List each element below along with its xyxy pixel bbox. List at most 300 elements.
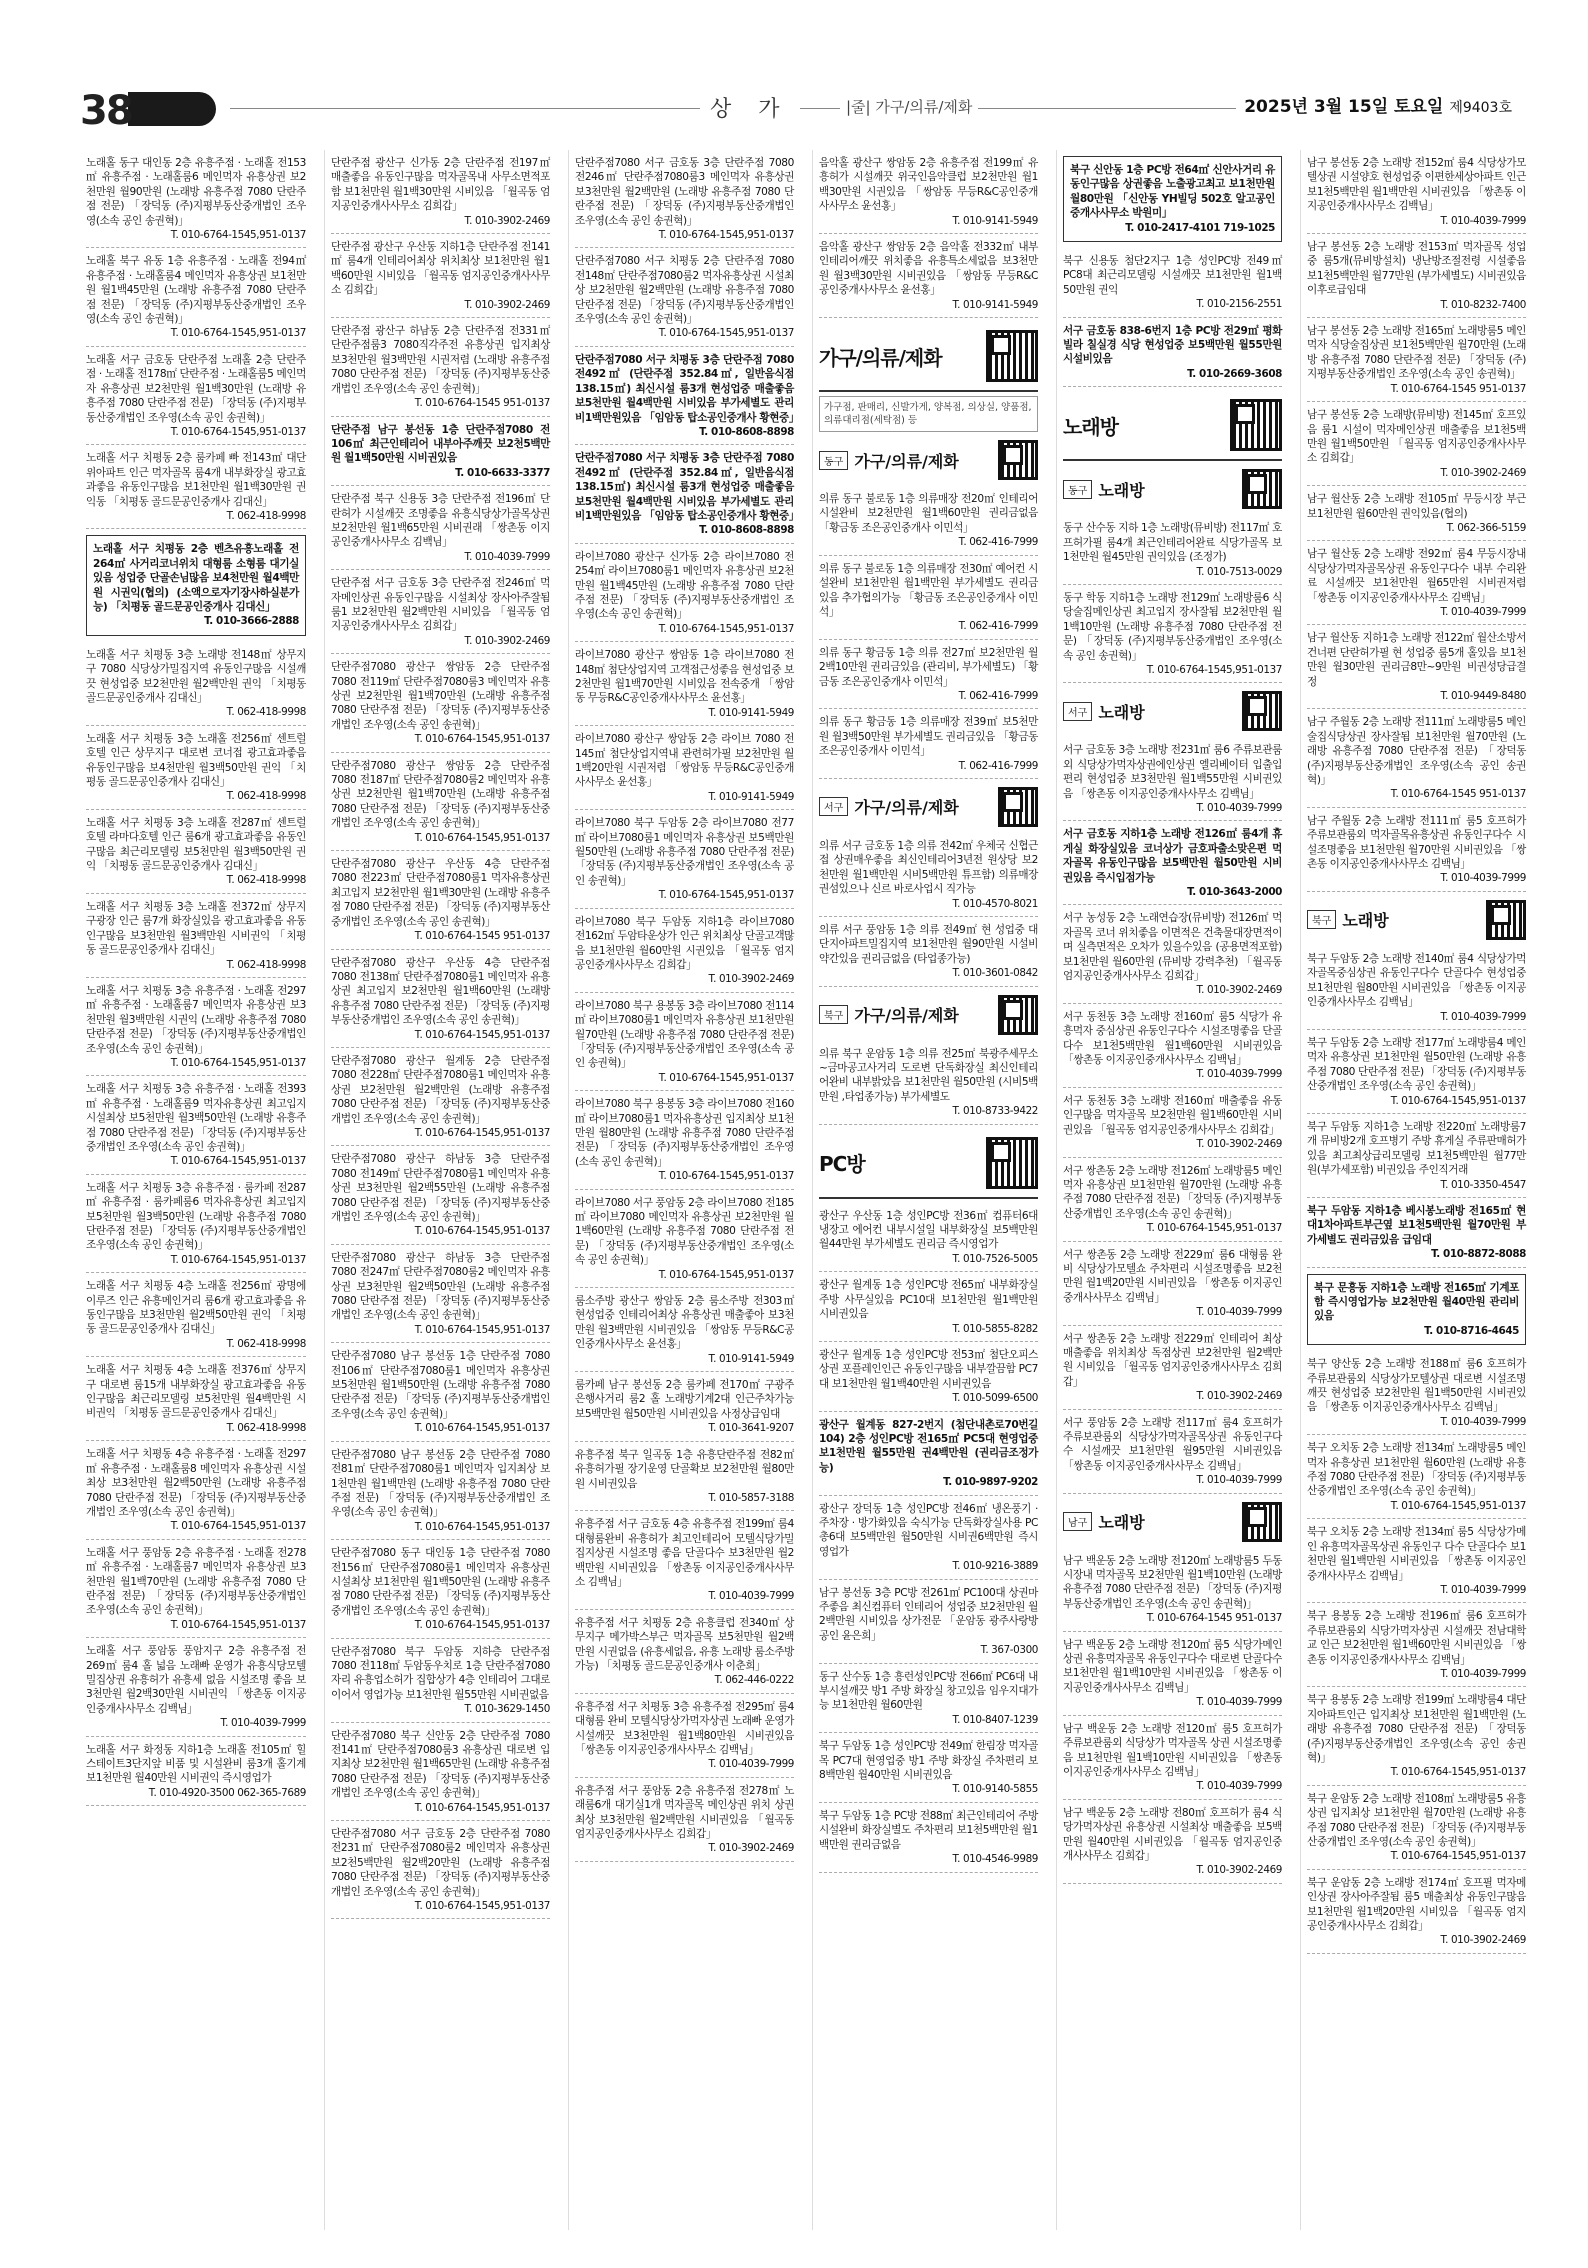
ad-phone: T. 010-3902-2469 [1196,1390,1282,1403]
category-banner-furniture [819,322,1038,392]
ad-text: 노래홀 서구 치평동 3층 유흥주점 · 노래홀 전393㎡ 유흥주점 · 노래홀룸9 먹자유흥상권 최고입지 시설최상 보5천만원 월3백50만원 (노래방 유흥주점 7080 단란주점 전문) 「장덕동 (주)지평부동산중개법인 조우영(소속 공인 송권혁)」 [86,1083,306,1153]
ad-text: 음악홀 광산구 쌍암동 2층 음악홀 전332㎡ 내부인테리어깨끗 위치좋음 유흥특소세없음 보3천만원 월3백30만원 시비권있음 「쌍암동 무등R&C공인중개사사무소 윤선홍」 [819,241,1038,297]
region-label: 가구/의류/제화 [854,798,959,818]
ad-phone: T. 010-3902-2469 [464,298,550,311]
ad-text: 북구 운암동 2층 노래방 전108㎡ 노래방룸5 유흥상권 입지최상 보1천만원 월70만원 (노래방 유흥주점 7080 단란주점 전문) 「장덕동 (주)지평부동산중개법인 조우영(소속 공인 송권혁)」 [1307,1792,1526,1848]
ad-text: 노래홀 서구 치평동 3층 노래방 전148㎡ 상무지구 7080 식당상가밀집지역 유동인구많음 시설깨끗 현성업중 보2천만원 월2백만원 권익 「치평동 골드문공인중개사 김대신」 [86,648,306,704]
classified-ad [86,978,306,1076]
ad-phone: T. 010-6764-1545 951-0137 [414,397,550,410]
ad-phone: T. 010-3902-2469 [1196,1864,1282,1877]
ad-phone: T. 010-6764-1545,951-0137 [414,1520,550,1533]
classified-ad [575,1442,794,1512]
qr-code-icon [998,787,1038,827]
classified-ad [86,1273,306,1357]
category-note: 가구점, 판매리, 신발가게, 양복점, 의상실, 양품점, 의류대리점(세탁점) 등 [819,396,1038,432]
ad-text: 서구 풍암동 2층 노래방 전117㎡ 룸4 호프허가 주류보관룸외 식당상가먹자골목상권 유동인구다수 시설깨끗 보1천만원 월95만원 시비권있음 「쌍촌동 이지공인중개사사무소 김백님」 [1063,1416,1282,1472]
classified-ad [1307,318,1526,402]
classified-ad [1307,234,1526,318]
ad-text: 단란주점7080 동구 대인동 1층 단란주점 7080 전156㎡ 단란주점7080룸1 메인먹자 유흥상권 시설최상 보1천만원 월1백50만원 (노래방 유흥주점 7080 단란주점 전문) 「장덕동 (주)지평부동산중개법인 조우영(소속 공인 송권혁)」 [331,1547,550,1617]
ad-text: 노래홀 동구 대인동 2층 유흥주점 · 노래홀 전153㎡ 유흥주점 · 노래홀룸6 메인먹자 유흥상권 보2천만원 월90만원 (노래방 유흥주점 7080 단란주점 전문) 「장덕동 (주)지평부동산중개법인 조우영(소속 공인 송권혁)」 [86,157,306,227]
classified-ad [1307,402,1526,486]
ad-text: 라이브7080 광산구 쌍암동 1층 라이브7080 전148㎡ 첨단상업지역 고객접근성좋음 현성업중 보2천만원 월1백70만원 시비있음 전속중개 「쌍암동 무등R&C공인중개사사무소 윤선홍」 [575,649,794,705]
page-number: 38 [80,88,132,134]
ad-phone: T. 010-8232-7400 [1440,298,1526,311]
qr-code-icon [986,330,1038,382]
ad-phone: T. 010-6764-1545,951-0137 [1390,1499,1526,1512]
classified-ad [575,642,794,726]
region-tag: 서구 [819,797,848,816]
ad-text: 북구 두암동 지하1층 노래방 전220㎡ 노래방룸7개 뮤비방2개 호프병기 주방 휴게실 주류판매허가있음 최고최상급리모델링 보1천5백만원 월77만원(부가세포함) 비권있음 주인직거래 [1307,1120,1526,1177]
ad-phone: T. 010-4039-7999 [1196,1068,1282,1081]
ad-text: 노래홀 서구 금호동 단란주점 노래홀 2층 단란주점 · 노래홀 전178㎡ 단란주점 · 노래홀룸5 메인먹자 유흥상권 보2천만원 월1백30만원 (노래방 유흥주점 7080 단란주점 전문) 「장덕동 (주)지평부동산중개법인 조우영(소속 공인 송권혁)」 [86,353,306,424]
ad-phone: T. 010-4039-7999 [1196,1696,1282,1709]
qr-code-icon [986,1137,1038,1189]
ad-text: 의류 북구 운암동 1층 의류 전25㎡ 북광주세무소~금마공고사거리 도로변 단독화장실 최신인테리어완비 내부밝았음 보1천만원 월50만원 (시비5백만원 ,타업종가능) 부가세별도 [819,1047,1038,1103]
ad-text: 노래홀 서구 치평동 4층 유흥주점 · 노래홀 전297㎡ 유흥주점 · 노래홀룸8 메인먹자 유흥상권 시설최상 보3천만원 월2백50만원 (노래방 유흥주점 7080 단란주점 전문) 「장덕동 (주)지평부동산중개법인 조우영(소속 공인 송권혁)」 [86,1448,306,1518]
classified-ad [1307,1030,1526,1114]
section-subtitle: |줄| 가구/의류/제화 [840,96,978,117]
region-header [1063,469,1282,509]
ad-text: 노래홀 서구 풍암동 풍암지구 2층 유흥주점 전269㎡ 룸4 홀 넓음 노래빠 운영가 유흥식당모텔밀집상권 유흥허가 유흥세 없음 시설조명 좋음 보3천만원 월2백30만원 시비권익 「쌍촌동 이지공인중개사사무소 김백님」 [86,1645,306,1715]
classified-ad [575,810,794,908]
ad-phone: T. 010-6764-1545,951-0137 [170,1056,306,1069]
ad-phone: T. 010-2417-4101 719-1025 [1125,221,1275,234]
ad-text: 유흥주점 서구 치평동 3층 유흥주점 전295㎡ 룸4 대형룸 완비 모텔식당상가먹자상권 노래빠 운영가 시설깨끗 보3천만원 월1백80만원 시비권있음 「쌍촌동 이지공인중개사사무소 김백님」 [575,1700,794,1756]
ad-phone: T. 010-3902-2469 [708,1842,794,1855]
classified-ad [331,150,550,234]
ad-text: 노래홀 서구 치평동 4층 노래홀 전376㎡ 상무지구 대로변 룸15개 내부화장실 광고효과좋음 유동인구많음 최근리모델링 보5천만원 월4백만원 시비권익 「치평동 골드문공인중개사 김대신」 [86,1364,306,1420]
ad-phone: T. 010-9140-5855 [952,1783,1038,1796]
classified-ad [86,1175,306,1273]
ad-phone: T. 010-4039-7999 [708,1758,794,1771]
classified-ad [1307,1519,1526,1603]
classified-ad [1063,156,1282,242]
ad-phone: T. 010-6764-1545,951-0137 [170,1253,306,1266]
classified-ad [575,1511,794,1609]
ad-text: 서구 동천동 3층 노래방 전160㎡ 룸5 식당가 유흥먹자 중심상권 유동인구다수 시설조명좋음 단골다수 보1천5백만원 월1백60만원 시비권있음 「쌍촌동 이지공인중개사사무소 김백님」 [1063,1010,1282,1067]
classified-ad [1063,1716,1282,1800]
category-banner-karaoke [1063,391,1282,461]
ad-text: 단란주점 광산구 우산동 지하1층 단란주점 전141㎡ 룸4개 인테리어최상 위치최상 보1천만원 월1백60만원 시비있음 「월곡동 엄지공인중개사사무소 김희갑」 [331,241,550,297]
ad-text: 유흥주점 서구 금호동 4층 유흥주점 전199㎡ 룸4 대형룸완비 유흥허가 최고인테리어 모텔식당가밀집지상권 시설조명 좋음 단골다수 보3천만원 월2백만원 시비권있음 「쌍촌동 이지공인중개사사무소 김백님」 [575,1518,794,1588]
ad-text: 의류 동구 황금동 1층 의류매장 전39㎡ 보5천만원 월3백50만원 부가세별도 권리금있음 「황금동 조은공인중개사 이민석」 [819,716,1038,758]
ad-text: 노래홀 서구 치평동 4층 노래홀 전256㎡ 광명에이루즈 인근 유흥메인거리 룸6개 광고효과좋음 유동인구많음 보3천만원 월2백50만원 권익 「치평동 골드문공인중개사 김대신」 [86,1280,306,1336]
ad-text: 라이브7080 광산구 신가동 2층 라이브7080 전254㎡ 라이브7080룸1 메인먹자 유흥상권 보2천만원 월1백45만원 (노래방 유흥주점 7080 단란주점 전문) 「장덕동 (주)지평부동산중개법인 조우영(소속 공인 송권혁)」 [575,550,794,621]
ad-phone: T. 010-6764-1545,951-0137 [1390,1094,1526,1107]
classified-ad [331,1442,550,1540]
ad-phone: T. 010-4039-7999 [1440,1583,1526,1596]
classified-ad [331,1540,550,1638]
ad-phone: T. 010-6764-1545 951-0137 [1146,1612,1282,1625]
region-tag: 남구 [1063,1512,1092,1531]
ad-text: 라이브7080 북구 용봉동 3층 라이브7080 전160㎡ 라이브7080룸1 먹자유흥상권 입지최상 보1천만원 월80만원 (노래방 유흥주점 7080 단란주점 전문) 「장덕동 (주)지평부동산중개법인 조우영(소속 공인 송권혁)」 [575,1098,794,1168]
ad-phone: T. 010-9141-5949 [952,298,1038,311]
region-tag: 서구 [1063,702,1092,721]
ad-text: 라이브7080 광산구 쌍암동 2층 라이브 7080 전145㎡ 첨단상업지역내 관련허가필 보2천만원 월1백20만원 시권저렴 「쌍암동 무등R&C공인중개사사무소 윤선홍」 [575,733,794,789]
ad-phone: T. 010-6764-1545,951-0137 [170,327,306,340]
issue-number: 제9403호 [1449,100,1512,116]
region-label: 노래방 [1098,480,1145,500]
ad-text: 유흥주점 서구 치평동 2층 유흥클럽 전340㎡ 상무지구 메가박스부근 먹자골목 보5천만원 월2백만원 시권없음 (유흥세없음, 유흥 노래방 룸소주방가능) 「치평동 골드문공인중개사 이춘희」 [575,1616,794,1672]
classified-ad [819,640,1038,710]
ad-phone: T. 010-6633-3377 [455,466,550,479]
ad-text: 광산구 월계동 1층 성인PC방 전53㎡ 첨단오피스상권 포플레인인근 유동인구많음 내부깔끔함 PC7대 보1천만원 월1백40만원 시비권있음 [819,1348,1038,1390]
ad-phone: T. 010-9141-5949 [708,1352,794,1365]
ad-phone: T. 010-6764-1545,951-0137 [414,831,550,844]
ad-text: 노래홀 서구 치평동 2층 벤츠유흥노래홀 전264㎡ 사거리코너위치 대형룸 소형룸 대기실있음 성업중 단골손님많음 보4천만원 월4백만원 시권익(협의) (소액으로자기장사하실분가능) 「치평동 골드문공인중개사 김대신」 [93,543,299,613]
ad-text: 북구 두암동 1층 성인PC방 전49㎡ 한림장 먹자골목 PC7대 현영업중 방1 주방 화장실 주차편리 보8백만원 월40만원 시비권있음 [819,1740,1038,1782]
ad-phone: T. 010-9897-9202 [943,1476,1038,1489]
ad-phone: T. 010-6764-1545,951-0137 [170,1618,306,1631]
column-4 [812,150,1044,2230]
ad-text: 단란주점7080 광산구 우산동 4층 단란주점 7080 전138㎡ 단란주점7080룸1 메인먹자 유흥상권 최고입지 보2천만원 월1백60만원 (노래방 유흥주점 7080 단란주점 전문) 「장덕동 (주)지평부동산중개법인 조우영(소속 공인 송권혁)」 [331,956,550,1027]
ad-phone: T. 010-9141-5949 [952,214,1038,227]
ad-text: 서구 쌍촌동 2층 노래방 전126㎡ 노래방룸5 메인먹자 유흥상권 보1천만원 월70만원 (노래방 유흥주점 7080 단란주점 전문) 「장덕동 (주)지평부동산중개법인 조우영(소속 공인 송권혁)」 [1063,1164,1282,1220]
region-tag: 동구 [819,451,848,470]
ad-phone: T. 062-416-7999 [958,759,1038,772]
ad-text: 남구 백운동 2층 노래방 전80㎡ 호프허가 룸4 식당가먹자상권 유흥상권 시설최상 매출좋음 보5백만원 월40만원 시비권있음 「월곡동 엄지공인중개사사무소 김희갑」 [1063,1806,1282,1862]
ad-phone: T. 010-6764-1545,951-0137 [1390,1766,1526,1779]
classified-ad [1307,946,1526,1030]
qr-code-icon [1242,691,1282,731]
classified-ad [86,1638,306,1736]
ad-text: 노래홀 서구 풍암동 2층 유흥주점 · 노래홀 전278㎡ 유흥주점 · 노래홀룸7 메인먹자 유흥상권 보3천만원 월1백70만원 (노래방 유흥주점 7080 단란주점 전문) 「장덕동 (주)지평부동산중개법인 조우영(소속 공인 송권혁)」 [86,1546,306,1617]
classified-ad [575,909,794,993]
classified-ad [86,894,306,978]
classified-ad [1307,1786,1526,1870]
ad-phone: T. 010-5857-3188 [708,1491,794,1504]
classified-ad [575,248,794,346]
classified-ad [575,1288,794,1372]
column-2 [324,150,556,2230]
ad-text: 남구 봉선동 2층 노래방 전153㎡ 먹자골목 성업중 룸5개(뮤비방설치) 냉난방조절전령 시설좋음 보1천5백만원 월77만원 (부가세별도) 시비권있음 이후로급임대 [1307,241,1526,297]
ad-text: 단란주점7080 서구 금호동 3층 단란주점 7080 전246㎡ 단란주점7080룸3 메인먹자 유흥상권 보3천만원 월2백만원 (노래방 유흥주점 7080 단란주점 전문) 「장덕동 (주)지평부동산중개법인 조우영(소속 공인 송권혁)」 [575,157,794,227]
ad-phone: T. 010-3350-4547 [1440,1178,1526,1191]
region-tag: 북구 [1307,910,1336,929]
ad-phone: T. 010-5099-6500 [952,1392,1038,1405]
ad-text: 노래홀 북구 유동 1층 유흥주점 · 노래홀 전94㎡ 유흥주점 · 노래홀룸4 메인먹자 유흥상권 보1천만원 월1백45만원 (노래방 유흥주점 7080 단란주점 전문) 「장덕동 (주)지평부동산중개법인 조우영(소속 공인 송권혁)」 [86,255,306,326]
classified-ad [819,1733,1038,1803]
ad-text: 라이브7080 북구 두암동 2층 라이브7080 전77㎡ 라이브7080룸1 메인먹자 유흥상권 보5백만원 월50만원 (노래방 유흥주점 7080 단란주점 전문) 「장덕동 (주)지평부동산중개법인 조우영(소속 공인 송권혁)」 [575,817,794,887]
ad-phone: T. 062-416-7999 [958,620,1038,633]
ad-phone: T. 010-3902-2469 [464,214,550,227]
region-header [819,995,1038,1035]
classified-ad [331,1639,550,1723]
ad-text: 남구 월산동 지하1층 노래방 전122㎡ 월산소방서건너편 단란허가필 현 성업중 룸5개 홀있음 보1천만원 월30만원 권리금8만~9만원 비권성당급결정 [1307,632,1526,688]
ad-phone: T. 010-6764-1545,951-0137 [1390,1850,1526,1863]
ad-text: 단란주점7080 서구 금호동 2층 단란주점 7080 전231㎡ 단란주점7080룸2 메인먹자 유흥상권 보2천5백만원 월2백20만원 (노래방 유흥주점 7080 단란주점 전문) 「장덕동 (주)지평부동산중개법인 조우영(소속 공인 송권혁)」 [331,1828,550,1898]
classified-ad [86,150,306,248]
classified-ad [331,570,550,654]
ad-phone: T. 062-418-9998 [226,958,306,971]
region-header [1063,1502,1282,1542]
ad-phone: T. 010-6764-1545,951-0137 [658,622,794,635]
ad-phone: T. 010-4039-7999 [1440,214,1526,227]
ad-text: 서구 금호동 3층 노래방 전231㎡ 룸6 주류보관룸외 식당상가먹자상권에인상권 엘리베이터 입출입 편리 현성업중 보3천만원 월1백55만원 시비권있음 「쌍촌동 이지공인중개사사무소 김백님」 [1063,744,1282,800]
ad-text: 남구 백운동 2층 노래방 전120㎡ 룸5 호프허가 주류보관룸외 식당상가 먹자골목 상권 시설조명좋음 보1천만원 월1백10만원 시비권있음 「쌍촌동 이지공인중개사사무소 김백님」 [1063,1722,1282,1778]
classified-ad [1063,1004,1282,1088]
ad-text: 단란주점 광산구 신가동 2층 단란주점 전197㎡ 매출좋음 유동인구많음 먹자골목내 사무소면적포함 보1천만원 월1백30만원 시비있음 「월곡동 엄지공인중개사사무소 김희갑」 [331,157,550,213]
ad-phone: T. 010-4546-9989 [952,1853,1038,1866]
ad-phone: T. 062-418-9998 [226,1421,306,1434]
classified-ad [331,1245,550,1343]
page-header [80,88,1512,134]
ad-phone: T. 062-418-9998 [226,1337,306,1350]
classified-ad [331,234,550,318]
ad-phone: T. 010-6764-1545,951-0137 [414,1900,550,1913]
ad-phone: T. 010-5855-8282 [952,1322,1038,1335]
classified-ad [819,709,1038,779]
classified-ad [575,445,800,543]
classified-ad [1063,1800,1282,1884]
ad-text: 남구 백운동 2층 노래방 전120㎡ 룸5 식당가메인상권 유흥먹자골목 유동인구다수 대로변 단골다수 보1천만원 월1백10만원 시비권있음 「쌍촌동 이지공인중개사사무소 김백님」 [1063,1638,1282,1694]
classified-ad [575,1694,794,1778]
ad-phone: T. 010-6764-1545,951-0137 [658,1170,794,1183]
classified-columns [80,150,1526,2230]
qr-code-icon [1242,469,1282,509]
ad-text: 북구 두암동 2층 노래방 전140㎡ 룸4 식당상가먹자골목중심상권 유동인구다수 단골다수 현성업중 보1천만원 월80만원 시비권있음 「쌍촌동 이지공인중개사사무소 김백님」 [1307,952,1526,1009]
ad-text: 북구 두암동 지하1층 베시봉노래방 전165㎡ 현대1차아파트부근옆 보1천5백만원 월70만원 부가세별도 권리금있음 급임대 [1307,1204,1526,1246]
ad-text: 단란주점7080 광산구 우산동 4층 단란주점 7080 전223㎡ 단란주점7080룸1 먹자유흥상권 최고입지 보2천만원 월1백30만원 (노래방 유흥주점 7080 단란주점 전문) 「장덕동 (주)지평부동산중개법인 조우영(소속 공인 송권혁)」 [331,858,550,928]
ad-text: 광산구 우산동 1층 성인PC방 전36㎡ 컴퓨터6대 냉장고 에어컨 내부시설일 내부화장실 보5백만원 월44만원 부가세별도 권리금 즉시영업가 [819,1209,1038,1251]
classified-ad [331,1146,550,1244]
ad-text: 북구 신안동 1층 PC방 전64㎡ 신안사거리 유동인구많음 상권좋음 노출광고최고 보1천만원 월80만원 「신안동 YH빌딩 502호 알고공인중개사사무소 박원미」 [1070,164,1275,220]
ad-text: 의류 동구 황금동 1층 의류 전27㎡ 보2천만원 월2백10만원 권리금있음 (관리비, 부가세별도) 「황금동 조은공인중개사 이민석」 [819,646,1038,688]
ad-phone: T. 010-7526-5005 [952,1252,1038,1265]
classified-ad [1063,1548,1282,1632]
ad-phone: T. 010-4039-7999 [708,1590,794,1603]
classified-ad [86,1357,306,1441]
column-5 [1056,150,1288,2230]
classified-ad [86,1540,306,1638]
classified-ad [819,1342,1038,1412]
ad-text: 북구 문흥동 지하1층 노래방 전165㎡ 기계포함 즉시영업가능 보2천만원 월40만원 관리비있음 [1314,1281,1519,1323]
ad-phone: T. 010-6764-1545,951-0137 [414,1801,550,1814]
classified-ad [819,150,1038,234]
ad-phone: T. 367-0300 [980,1644,1038,1657]
ad-text: 단란주점7080 광산구 하남동 3층 단란주점 7080 전247㎡ 단란주점7080룸2 메인먹자 유흥상권 보3천만원 월2백50만원 (노래방 유흥주점 7080 단란주점 전문) 「장덕동 (주)지평부동산중개법인 조우영(소속 공인 송권혁)」 [331,1251,550,1322]
ad-phone: T. 010-4039-7999 [1196,1474,1282,1487]
classified-ad [331,753,550,851]
ad-text: 남구 주월동 2층 노래방 전111㎡ 룸5 호프허가 주류보관룸외 먹자골목유흥상권 유동인구다수 시설조명좋음 보1천만원 월70만원 시비권있음 「쌍촌동 이지공인중개사사무소 김백님」 [1307,814,1526,871]
qr-code-icon [1242,1502,1282,1542]
category-banner-pc [819,1129,1038,1199]
classified-ad [1063,1242,1282,1326]
ad-text: 단란주점7080 광산구 쌍암동 2층 단란주점 7080 전187㎡ 단란주점7080룸2 메인먹자 유흥상권 보2천만원 월1백70만원 (노래방 유흥주점 7080 단란주점 전문) 「장덕동 (주)지평부동산중개법인 조우영(소속 공인 송권혁)」 [331,759,550,830]
ad-phone: T. 010-6764-1545,951-0137 [170,1520,306,1533]
ad-text: 동구 학동 지하1층 노래방 전129㎡ 노래방룸6 식당술집메인상권 최고입지 장사잘됨 보2천만원 월1백10만원 (노래방 유흥주점 7080 단란주점 전문) 「장덕동 (주)지평부동산중개법인 조우영(소속 공인 송권혁)」 [1063,591,1282,662]
ad-text: 북구 두암동 2층 노래방 전177㎡ 노래방룸4 메인먹자 유흥상권 보1천만원 월50만원 (노래방 유흥주점 7080 단란주점 전문) 「장덕동 (주)지평부동산중개법인 조우영(소속 공인 송권혁)」 [1307,1036,1526,1093]
ad-text: 의류 서구 풍암동 1층 의류 전49㎡ 현 성업중 대단지아파트밀집지역 보1천만원 월90만원 시설비약간있음 권리금없음 (타업종가능) [819,924,1038,965]
ad-phone: T. 010-6764-1545,951-0137 [414,733,550,746]
region-header [1063,691,1282,731]
classified-ad [819,556,1038,640]
classified-ad [1307,1603,1526,1687]
classified-ad [575,1610,794,1694]
classified-ad [1063,905,1282,1003]
classified-ad [575,1778,794,1862]
ad-text: 북구 오치동 2층 노래방 전134㎡ 룸5 식당상가메인 유흥먹자골목상권 유동인구 다수 단골다수 보1천만원 월1백만원 시비권있음 「쌍촌동 이지공인중개사사무소 김백님」 [1307,1526,1526,1582]
ad-phone: T. 010-8716-4645 [1424,1324,1519,1337]
ad-text: 서구 금호동 지하1층 노래방 전126㎡ 룸4개 휴게실 화장실있음 코너상가 금호파출소맞은편 먹자골목 유동인구많음 보5백만원 월50만원 시비권있음 즉시입점가능 [1063,828,1282,884]
ad-text: 단란주점7080 서구 치평동 2층 단란주점 7080 전148㎡ 단란주점7080룸2 먹자유흥상권 시설최상 보2천만원 월2백만원 (노래방 유흥주점 7080 단란주점 전문) 「장덕동 (주)지평부동산중개법인 조우영(소속 공인 송권혁)」 [575,255,794,326]
ad-text: 서구 농성동 2층 노래연습장(뮤비방) 전126㎡ 먹자골목 코너 위치좋음 이면적은 건축물대장면적이며 실측면적은 오차가 있을수있음 (공용면적포함) 보1천만원 월60만원 (뮤비방 강력추천) 「월곡동 엄지공인중개사사무소 김희갑」 [1063,912,1282,983]
region-tag: 동구 [1063,480,1092,499]
ad-phone: T. 010-8407-1239 [952,1713,1038,1726]
ad-text: 의류 서구 금호동 1층 의류 전42㎡ 우체국 신협근접 상권매우좋음 최신인테리어3년전 원상당 보2천만원 월1백만원 시비5백만원 튜프함) 의류매장권섬있으나 신르 바로사업시 직가능 [819,839,1038,896]
qr-code-icon [1486,900,1526,940]
classified-ad [86,248,306,346]
ad-phone: T. 010-4570-8021 [952,897,1038,910]
ad-phone: T. 010-6764-1545,951-0137 [170,425,306,438]
classified-ad [1063,515,1282,585]
ad-phone: T. 010-6764-1545,951-0137 [658,327,794,340]
classified-ad [1063,737,1282,821]
classified-ad [819,486,1038,556]
classified-ad [1063,1632,1282,1716]
classified-ad [819,1580,1038,1664]
ad-phone: T. 010-3629-1450 [464,1703,550,1716]
classified-ad [1307,150,1526,234]
ad-text: 노래홀 서구 치평동 3층 노래홀 전372㎡ 상무지구광장 인근 룸7개 화장실있음 광고효과좋음 유동인구많음 보3천만원 월3백만원 시비권익 「치평동 골드문공인중개사 김대신」 [86,900,306,957]
classified-ad [1307,1351,1526,1435]
region-header [819,787,1038,827]
ad-phone: T. 010-4039-7999 [1440,872,1526,885]
ad-phone: T. 010-6764-1545 951-0137 [1390,382,1526,395]
classified-ad [1307,1274,1526,1346]
region-label: 노래방 [1098,1513,1145,1533]
region-header [819,440,1038,480]
classified-ad [819,1412,1038,1496]
ad-text: 남구 월산동 2층 노래방 전105㎡ 무등시장 부근 보1천만원 월60만원 권익있음(협의) [1307,493,1526,520]
banner-label: 가구/의류/제화 [819,345,942,370]
ad-text: 단란주점 남구 봉선동 1층 단란주점7080 전106㎡ 최근인테리어 내부아주깨끗 보2천5백만원 월1백50만원 시비권있음 [331,423,550,465]
ad-text: 북구 용봉동 2층 노래방 전196㎡ 룸6 호프허가 주류보관룸외 식당가먹자상권 시설깨끗 전남대학교 인근 보2천만원 월1백60만원 시비권있음 「쌍촌동 이지공인중개사사무소 김백님」 [1307,1610,1526,1666]
ad-text: 광산구 월계동 827-2번지 (첨단내촌로70번길104) 2층 성인PC방 전165㎡ PC5대 현영업중 보1천만원 월55만원 권4백만원 (권리금조정가능) [819,1418,1038,1474]
ad-text: 라이브7080 북구 두암동 지하1층 라이브7080 전162㎡ 두암타운상가 인근 위치최상 단골고객많음 보1천만원 월60만원 시권있음 「월곡동 엄지공인중개사사무소 김희갑」 [575,915,794,971]
ad-text: 단란주점7080 광산구 하남동 3층 단란주점 7080 전149㎡ 단란주점7080룸1 메인먹자 유흥상권 보3천만원 월2백55만원 (노래방 유흥주점 7080 단란주점 전문) 「장덕동 (주)지평부동산중개법인 조우영(소속 공인 송권혁)」 [331,1153,550,1223]
classified-ad [819,1496,1038,1580]
classified-ad [331,654,550,752]
ad-text: 단란주점 서구 금호동 3층 단란주점 전246㎡ 먹자메인상권 유동인구많음 시설최상 장사아주잘됨 룸1 보2천만원 월2백만원 시비있음 「월곡동 엄지공인중개사사무소 김희갑」 [331,577,550,633]
ad-phone: T. 010-4039-7999 [220,1717,306,1730]
ad-text: 서구 쌍촌동 2층 노래방 전229㎡ 인테리어 최상 매출좋음 위치최상 독점상권 보2천만원 월2백만원 시비있음 「월곡동 엄지공인중개사사무소 김희갑」 [1063,1332,1282,1388]
ad-phone: T. 010-4039-7999 [1440,605,1526,618]
ad-text: 동구 산수동 지하 1층 노래방(뮤비방) 전117㎡ 호프허가필 룸4개 최근인테리어완료 식당가골목 보1천만원 월45만원 권익있음 (조정가) [1063,522,1282,564]
ad-phone: T. 010-4920-3500 062-365-7689 [148,1786,306,1799]
ad-phone: T. 010-6764-1545,951-0137 [170,229,306,242]
qr-code-icon [998,995,1038,1035]
ad-phone: T. 062-418-9998 [226,706,306,719]
classified-ad [86,810,306,894]
column-6 [1300,150,1532,2230]
classified-ad [1307,709,1526,807]
ad-text: 서구 쌍촌동 2층 노래방 전229㎡ 룸6 대형룸 완비 식당상가모텔쇼 주차편리 시설조명좋음 보2천만원 월1백20만원 시비권있음 「쌍촌동 이지공인중개사사무소 김백님」 [1063,1248,1282,1304]
ad-phone: T. 062-366-5159 [1446,521,1526,534]
ad-text: 단란주점7080 광산구 쌍암동 2층 단란주점 7080 전119㎡ 단란주점7080룸3 메인먹자 유흥상권 보2천만원 월1백70만원 (노래방 유흥주점 7080 단란주점 전문) 「장덕동 (주)지평부동산중개법인 조우영(소속 공인 송권혁)」 [331,661,550,731]
ad-phone: T. 010-6764-1545,951-0137 [414,1126,550,1139]
classified-ad [819,1272,1038,1342]
region-header [1307,900,1526,940]
date-text: 2025년 3월 15일 토요일 [1244,97,1444,117]
ad-phone: T. 010-3902-2469 [708,973,794,986]
classified-ad [331,318,550,416]
ad-text: 룸카페 남구 봉선동 2층 룸카페 전170㎡ 구광주은행사거리 룸2 홀 노래방기계2대 인근주차가능 보5백만원 월50만원 시비권있음 사정상급임대 [575,1379,794,1420]
classified-ad [1063,1410,1282,1494]
region-label: 노래방 [1098,702,1145,722]
classified-ad [1307,1687,1526,1785]
ad-phone: T. 010-3601-0842 [952,967,1038,980]
classified-ad [1307,625,1526,709]
ad-phone: T. 062-418-9998 [226,790,306,803]
ad-phone: T. 010-4039-7999 [1196,1780,1282,1793]
classified-ad [1063,1158,1282,1242]
ad-phone: T. 010-4039-7999 [1440,1010,1526,1023]
ad-text: 유흥주점 서구 풍암동 2층 유흥주점 전278㎡ 노래룸6개 대기실1개 먹자골목 메인상권 위치 상권최상 보3천만원 월2백만원 시비권있음 「월곡동 엄지공인중개사사무소 김희갑」 [575,1784,794,1841]
ad-phone: T. 010-9141-5949 [708,790,794,803]
ad-phone: T. 010-3902-2469 [1196,1138,1282,1151]
page-badge [128,92,216,126]
qr-code-icon [1230,399,1282,451]
ad-phone: T. 010-6764-1545 951-0137 [1390,788,1526,801]
ad-phone: T. 062-416-7999 [958,536,1038,549]
ad-phone: T. 010-2669-3608 [1187,367,1282,380]
ad-text: 노래홀 서구 치평동 3층 노래홀 전256㎡ 센트럴호텔 인근 상무지구 대로변 코너접 광고효과좋음 유동인구많음 보4천만원 월3백50만원 권익 「치평동 골드문공인중개사 김대신」 [86,732,306,789]
banner-label: 노래방 [1063,414,1118,439]
classified-ad [86,535,306,635]
ad-phone: T. 062-418-9998 [226,509,306,522]
ad-text: 북구 용봉동 2층 노래방 전199㎡ 노래방룸4 대단지아파트인근 입지최상 보1천만원 월1백만원 (노래방 유흥주점 7080 단란주점 전문) 「장덕동 (주)지평부동산중개법인 조우영(소속 공인 송권혁)」 [1307,1694,1526,1764]
classified-ad [331,1048,550,1146]
banner-label: PC방 [819,1152,865,1177]
ad-phone: T. 010-6764-1545,951-0137 [414,1225,550,1238]
ad-phone: T. 010-2156-2551 [1196,298,1282,311]
classified-ad [86,1441,306,1539]
classified-ad [575,726,794,810]
ad-phone: T. 010-3902-2469 [1196,984,1282,997]
ad-text: 룸소주방 광산구 쌍암동 2층 룸소주방 전303㎡ 현성업중 인테리어최상 유흥상권 매출좋아 보3천만원 월3백만원 시비권있음 「쌍암동 무등R&C공인중개사사무소 윤선홍」 [575,1295,794,1351]
classified-ad [86,445,306,529]
classified-ad [1063,248,1282,318]
classified-ad [1063,585,1282,683]
classified-ad [819,917,1038,987]
classified-ad [575,993,794,1091]
ad-text: 의류 동구 불로동 1층 의류매장 전20㎡ 인테리어 시설완비 보2천만원 월1백60만원 권리금없음 「황금동 조은공인중개사 이민석」 [819,493,1038,534]
ad-phone: T. 010-9216-3889 [952,1560,1038,1573]
ad-phone: T. 010-8608-8898 [699,425,794,438]
classified-ad [86,642,306,726]
ad-phone: T. 010-6764-1545,951-0137 [414,1323,550,1336]
ad-text: 단란주점 북구 신용동 3층 단란주점 전196㎡ 단란허가 시설깨끗 조명좋음 유흥식당상가골목상권 보2천만원 월1백65만원 시비권래 「쌍촌동 이지공인중개사사무소 김백님」 [331,493,550,549]
ad-phone: T. 010-4039-7999 [1196,1306,1282,1319]
ad-phone: T. 010-9141-5949 [708,706,794,719]
ad-text: 남구 봉선동 2층 노래방(뮤비방) 전145㎡ 호프있음 룸1 시설이 먹자메인상권 매출좋음 보1천5백만원 월1백50만원 「월곡동 엄지공인중개사사무소 김희갑」 [1307,409,1526,465]
ad-text: 라이브7080 서구 풍암동 2층 라이브7080 전185㎡ 라이브7080 메인먹자 유흥상권 보2천만원 월1백60만원 (노래방 유흥주점 7080 단란주점 전문) 「장덕동 (주)지평부동산중개법인 조우영(소속 공인 송권혁)」 [575,1196,794,1267]
classified-ad [331,486,550,570]
ad-phone: T. 010-3902-2469 [1440,466,1526,479]
classified-ad [575,347,800,445]
ad-text: 노래홀 서구 치평동 2층 룸카페 빠 전143㎡ 대단위아파트 인근 먹자골목 룸4개 내부화장실 광고효과좋음 유동인구많음 보1천만원 월1백30만원 권익동 「치평동 골드문공인중개사 김대신」 [86,452,306,508]
ad-text: 북구 오치동 2층 노래방 전134㎡ 노래방룸5 메인먹자 유흥상권 보1천만원 월60만원 (노래방 유흥주점 7080 단란주점 전문) 「장덕동 (주)지평부동산중개법인 조우영(소속 공인 송권혁)」 [1307,1442,1526,1498]
classified-ad [1063,1088,1282,1158]
ad-text: 남구 봉선동 2층 노래방 전152㎡ 룸4 식당상가모텔상권 시설양호 현성업중 이편한세상아파트 인근 보1천5백만원 월1백만원 시비권있음 「쌍촌동 이지공인중개사사무소 김백님」 [1307,157,1526,213]
ad-phone: T. 010-8872-8088 [1431,1248,1526,1261]
ad-phone: T. 010-6764-1545,951-0137 [414,1422,550,1435]
ad-phone: T. 010-6764-1545,951-0137 [170,1155,306,1168]
classified-ad [819,1041,1038,1125]
ad-text: 광산구 월계동 1층 성인PC방 전65㎡ 내부화장실 주방 사무실있음 PC10대 보1천만원 월1백만원 시비권있음 [819,1279,1038,1321]
ad-text: 노래홀 서구 치평동 3층 유흥주점 · 룸카페 전287㎡ 유흥주점 · 룸카페룸6 먹자유흥상권 최고입지 보5천만원 월3백50만원 (노래방 유흥주점 7080 단란주점 전문) 「장덕동 (주)지평부동산중개법인 조우영(소속 공인 송권혁)」 [86,1181,306,1252]
